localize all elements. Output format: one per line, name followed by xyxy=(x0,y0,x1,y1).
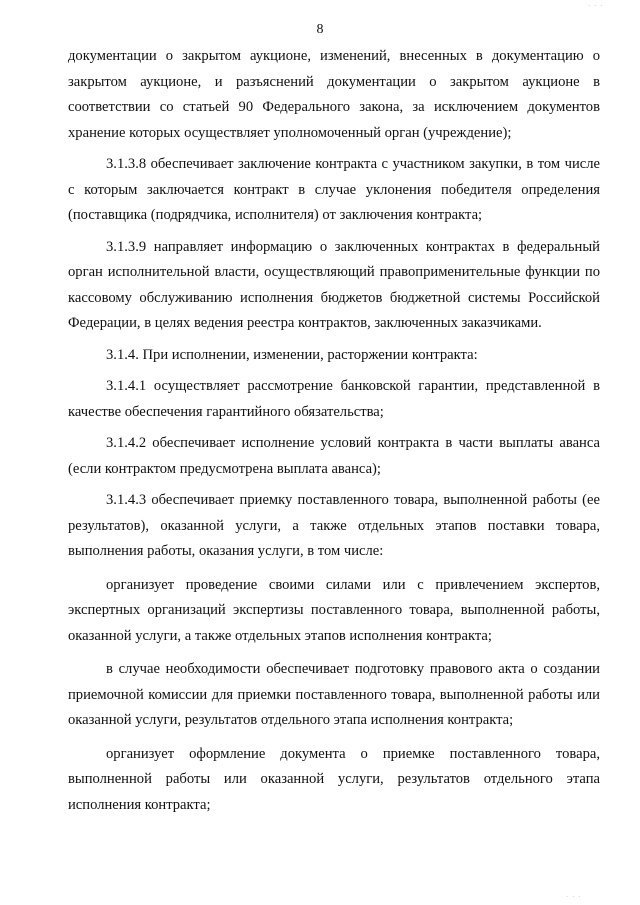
list-item-acceptance-document: организует оформление документа о приемке поставленного товара, выполненной работы или оказанной услуги, результатов отдельного этапа исполнения контракта; xyxy=(68,745,600,813)
scan-artifact-bottom: · · · xyxy=(566,893,582,901)
scan-artifact-top: · · · xyxy=(588,2,604,10)
paragraph-3-1-3-8: 3.1.3.8 обеспечивает заключение контракта с участником закупки, в том числе с которым заключается контракт в случае уклонения победителя определения (поставщика (подрядчика, исполнителя) от заключения контракта; xyxy=(68,156,600,223)
paragraph-3-1-4-2: 3.1.4.2 обеспечивает исполнение условий контракта в части выплаты аванса (если контрактом предусмотрена выплата аванса); xyxy=(68,435,600,477)
paragraph-continuation: документации о закрытом аукционе, изменений, внесенных в документацию о закрытом аукционе, и разъяснений документации о закрытом аукционе в соответствии со статьей 90 Федерального закона, за исключением документов хранение которых осуществляет уполномоченный орган (учреждение); xyxy=(68,48,600,141)
paragraph-3-1-4-3: 3.1.4.3 обеспечивает приемку поставленного товара, выполненной работы (ее результатов), оказанной услуги, а также отдельных этапов поставки товара, выполнения работы, оказания услуги, в том числе: xyxy=(68,492,600,559)
paragraph-3-1-3-9: 3.1.3.9 направляет информацию о заключенных контрактах в федеральный орган исполнительной власти, осуществляющий правоприменительные функции по кассовому обслуживанию исполнения бюджетов бюджетной системы Российской Федерации, в целях ведения реестра контрактов, заключенных заказчиками. xyxy=(68,238,600,331)
list-item-expertise: организует проведение своими силами или с привлечением экспертов, экспертных организаций экспертизы поставленного товара, выполненной работы, оказанной услуги, а также отдельных этапов исполнения контракта; xyxy=(68,576,600,644)
list-item-acceptance-commission: в случае необходимости обеспечивает подготовку правового акта о создании приемочной комиссии для приемки поставленного товара, выполненной работы или оказанной услуги, результатов отдельного этапа исполнения контракта; xyxy=(68,661,600,728)
paragraph-3-1-4-1: 3.1.4.1 осуществляет рассмотрение банковской гарантии, представленной в качестве обеспечения гарантийного обязательства; xyxy=(68,378,600,420)
page-number: 8 xyxy=(316,22,324,37)
document-body xyxy=(68,44,600,818)
paragraph-3-1-4: 3.1.4. При исполнении, изменении, расторжении контракта: xyxy=(106,346,478,363)
